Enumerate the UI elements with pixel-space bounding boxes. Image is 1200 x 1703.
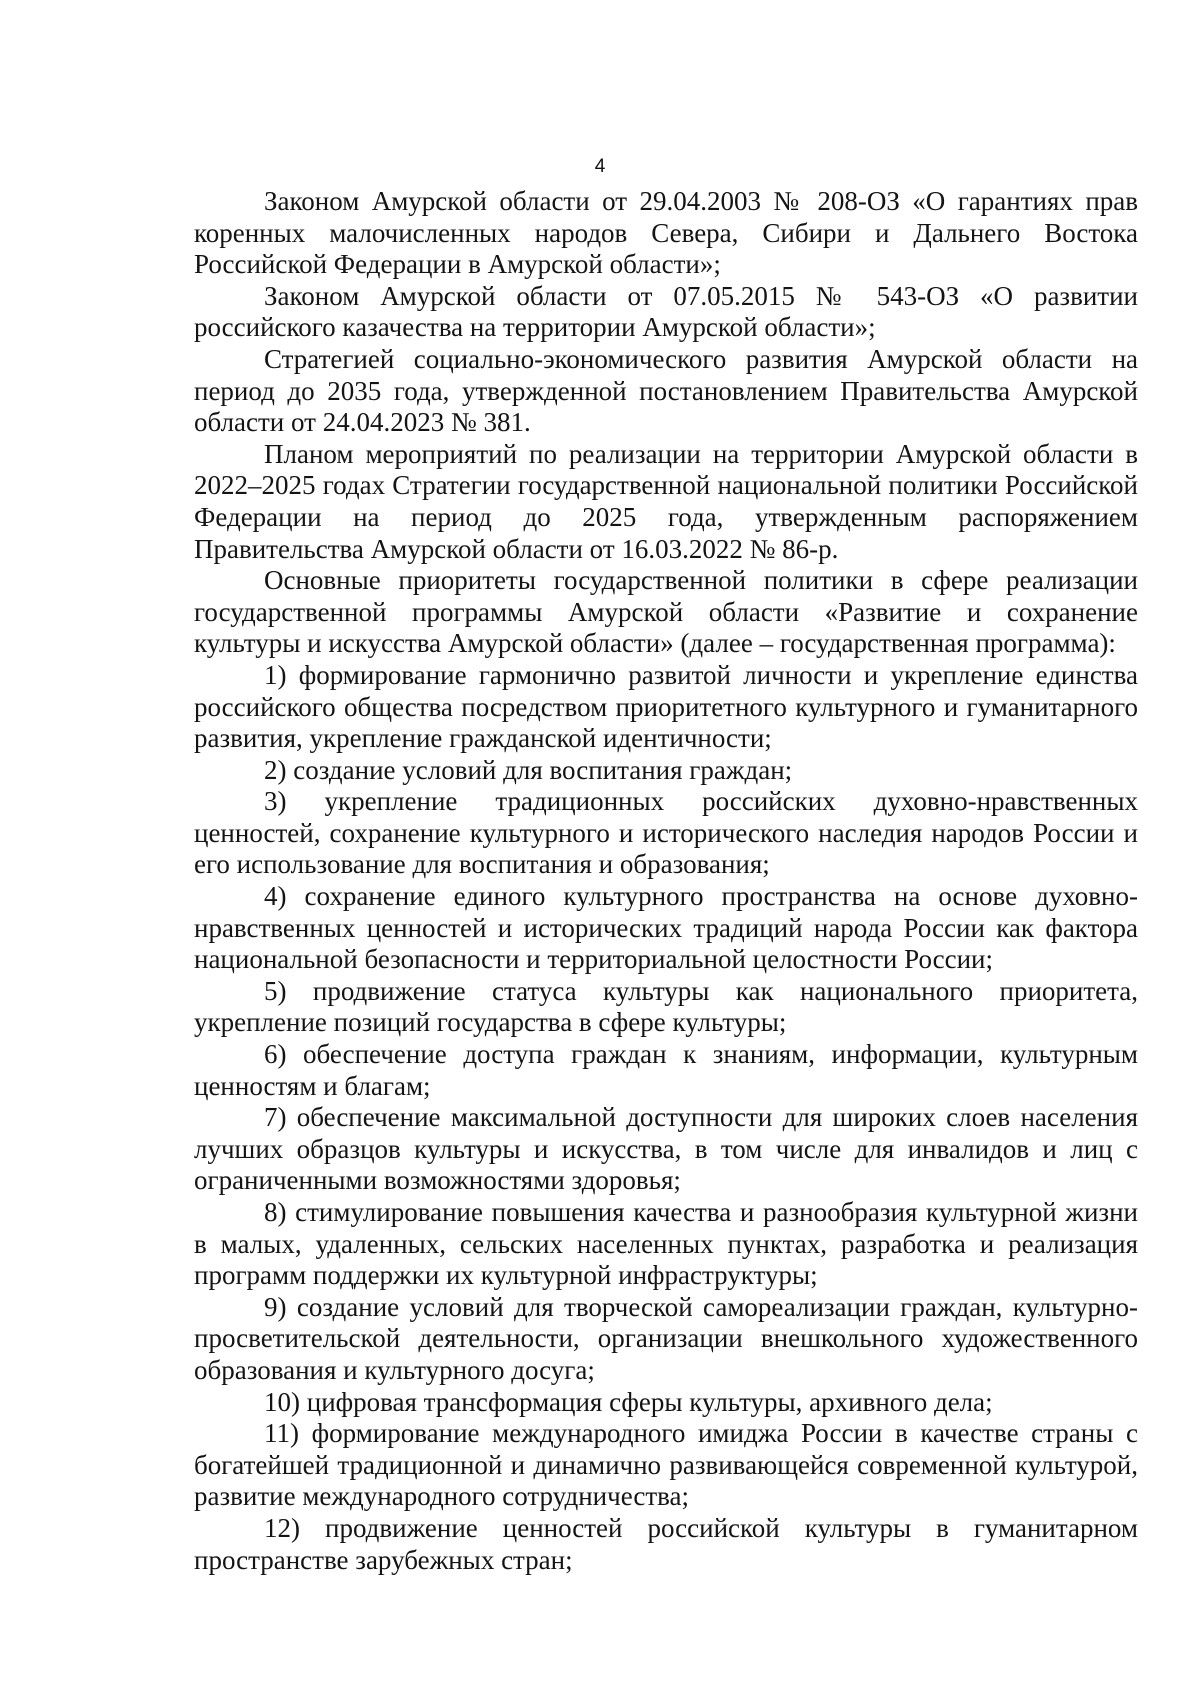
page-number: 4: [594, 156, 606, 177]
list-item-5: 5) продвижение статуса культуры как национального приоритета, укрепление позиций государства в сфере культуры;: [194, 975, 1138, 1038]
list-item-4: 4) сохранение единого культурного пространства на основе духовно-нравственных ценностей и исторических традиций народа России как фактора национальной безопасности и территориальной целостности России;: [194, 881, 1138, 975]
paragraph-law-cossacks: Законом Амурской области от 07.05.2015 № 543-ОЗ «О развитии российского казачества на территории Амурской области»;: [194, 280, 1138, 343]
document-body: [194, 186, 1138, 1576]
list-item-3: 3) укрепление традиционных российских духовно-нравственных ценностей, сохранение культурного и исторического наследия народов России и его использование для воспитания и образования;: [194, 786, 1138, 880]
list-item-12: 12) продвижение ценностей российской культуры в гуманитарном пространстве зарубежных стран;: [194, 1512, 1138, 1575]
list-item-8: 8) стимулирование повышения качества и разнообразия культурной жизни в малых, удаленных, сельских населенных пунктах, разработка и реализация программ поддержки их культурной инфраструктуры;: [194, 1197, 1138, 1291]
list-item-6: 6) обеспечение доступа граждан к знаниям, информации, культурным ценностям и благам;: [194, 1039, 1138, 1101]
paragraph-law-indigenous-peoples: Законом Амурской области от 29.04.2003 № 208-ОЗ «О гарантиях прав коренных малочисленных народов Севера, Сибири и Дальнего Востока Российской Федерации в Амурской области»;: [194, 186, 1138, 280]
list-item-7: 7) обеспечение максимальной доступности для широких слоев населения лучших образцов культуры и искусства, в том числе для инвалидов и лиц с ограниченными возможностями здоровья;: [194, 1102, 1138, 1196]
list-item-10: 10) цифровая трансформация сферы культуры, архивного дела;: [264, 1386, 993, 1417]
list-item-1: 1) формирование гармонично развитой личности и укрепление единства российского общества посредством приоритетного культурного и гуманитарного развития, укрепление гражданской идентичности;: [194, 659, 1138, 754]
paragraph-priorities-intro: Основные приоритеты государственной политики в сфере реализации государственной программы Амурской области «Развитие и сохранение культуры и искусства Амурской области» (далее – государственная программа):: [194, 565, 1138, 659]
list-item-2: 2) создание условий для воспитания граждан;: [264, 754, 793, 785]
list-item-11: 11) формирование международного имиджа России в качестве страны с богатейшей традиционной и динамично развивающейся современной культурой, развитие международного сотрудничества;: [194, 1418, 1138, 1512]
list-item-9: 9) создание условий для творческой самореализации граждан, культурно-просветительской деятельности, организации внешкольного художественного образования и культурного досуга;: [194, 1291, 1138, 1385]
paragraph-strategy-2035: Стратегией социально-экономического развития Амурской области на период до 2035 года, утвержденной постановлением Правительства Амурской области от 24.04.2023 № 381.: [194, 343, 1138, 438]
paragraph-action-plan: Планом мероприятий по реализации на территории Амурской области в 2022–2025 годах Стратегии государственной национальной политики Российской Федерации на период до 2025 года, утвержденным распоряжением Правительства Амурской области от 16.03.2022 № 86-р.: [194, 438, 1138, 564]
